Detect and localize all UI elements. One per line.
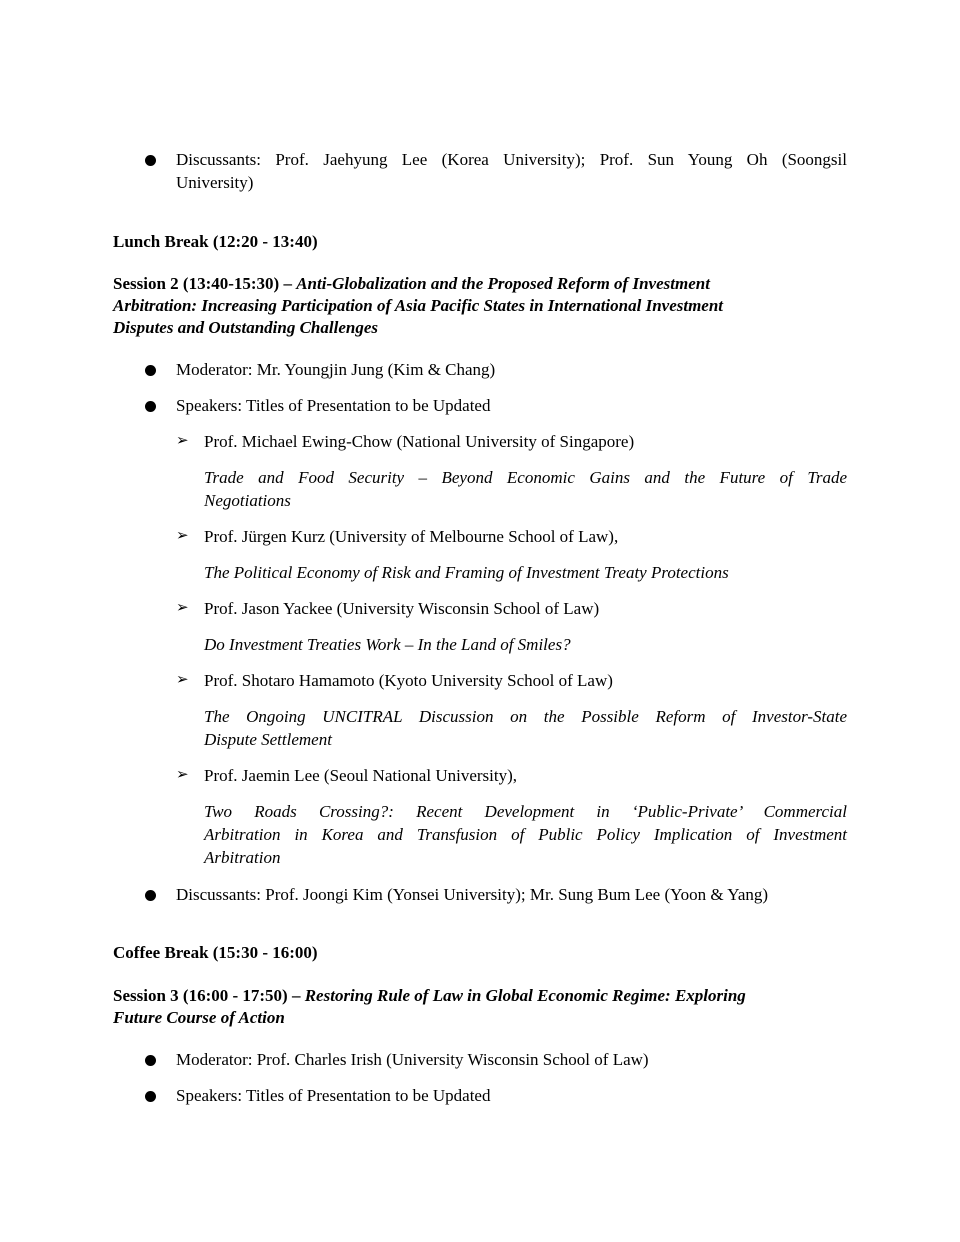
arrow-bullet-icon: ➢ <box>176 672 189 688</box>
session2-discussants: Discussants: Prof. Joongi Kim (Yonsei University); Mr. Sung Bum Lee (Yoon & Yang) <box>176 885 769 904</box>
session1-discussants: Discussants: Prof. Jaehyung Lee (Korea University); Prof. Sun Young Oh (Soongsil <box>176 150 847 169</box>
session3-heading <box>113 984 848 1007</box>
speaker-title-cont: Arbitration <box>204 848 281 867</box>
session2-heading-title-line3: Disputes and Outstanding Challenges <box>113 318 378 337</box>
session3-heading-title-line2: Future Course of Action <box>113 1008 285 1027</box>
speaker-name: Prof. Jürgen Kurz (University of Melbourne School of Law), <box>204 527 619 546</box>
bullet-icon <box>145 401 156 412</box>
arrow-bullet-icon: ➢ <box>176 433 189 449</box>
speaker-title: Two Roads Crossing?: Recent Development in ‘Public-Private’ Commercial <box>204 802 847 821</box>
session3-heading-title-line1: Restoring Rule of Law in Global Economic Regime: Exploring <box>304 986 746 1005</box>
speaker-title: Do Investment Treaties Work – In the Land of Smiles? <box>204 635 571 654</box>
lunch-break-heading: Lunch Break (12:20 - 13:40) <box>113 232 318 251</box>
speaker-name: Prof. Michael Ewing-Chow (National University of Singapore) <box>204 432 635 451</box>
speaker-name: Prof. Jason Yackee (University Wisconsin School of Law) <box>204 599 600 618</box>
arrow-bullet-icon: ➢ <box>176 528 189 544</box>
speaker-title-cont: Negotiations <box>204 491 291 510</box>
coffee-break-heading: Coffee Break (15:30 - 16:00) <box>113 943 318 962</box>
bullet-icon <box>145 890 156 901</box>
speaker-title-cont: Arbitration in Korea and Transfusion of Public Policy Implication of Investment <box>204 825 847 844</box>
session3-moderator: Moderator: Prof. Charles Irish (University Wisconsin School of Law) <box>176 1050 649 1069</box>
session1-discussants-cont: University) <box>176 173 254 192</box>
bullet-icon <box>145 1091 156 1102</box>
session2-heading <box>113 272 848 295</box>
speaker-title: The Ongoing UNCITRAL Discussion on the Possible Reform of Investor-State <box>204 707 847 726</box>
bullet-icon <box>145 1055 156 1066</box>
arrow-bullet-icon: ➢ <box>176 767 189 783</box>
speaker-name: Prof. Jaemin Lee (Seoul National University), <box>204 766 518 785</box>
session3-heading-prefix: Session 3 (16:00 - 17:50) – <box>113 986 305 1005</box>
speaker-title-cont: Dispute Settlement <box>204 730 332 749</box>
session2-heading-prefix: Session 2 (13:40-15:30) – <box>113 274 297 293</box>
speaker-name: Prof. Shotaro Hamamoto (Kyoto University School of Law) <box>204 671 613 690</box>
session2-heading-title-line2: Arbitration: Increasing Participation of Asia Pacific States in International Investment <box>113 296 724 315</box>
bullet-icon <box>145 365 156 376</box>
session3-speakers: Speakers: Titles of Presentation to be Updated <box>176 1086 491 1105</box>
bullet-icon <box>145 155 156 166</box>
session2-speakers: Speakers: Titles of Presentation to be Updated <box>176 396 491 415</box>
session2-moderator: Moderator: Mr. Youngjin Jung (Kim & Chang) <box>176 360 496 379</box>
arrow-bullet-icon: ➢ <box>176 600 189 616</box>
session2-heading-title-line1: Anti-Globalization and the Proposed Reform of Investment <box>296 274 710 293</box>
speaker-title: Trade and Food Security – Beyond Economic Gains and the Future of Trade <box>204 468 847 487</box>
speaker-title: The Political Economy of Risk and Framing of Investment Treaty Protections <box>204 563 729 582</box>
